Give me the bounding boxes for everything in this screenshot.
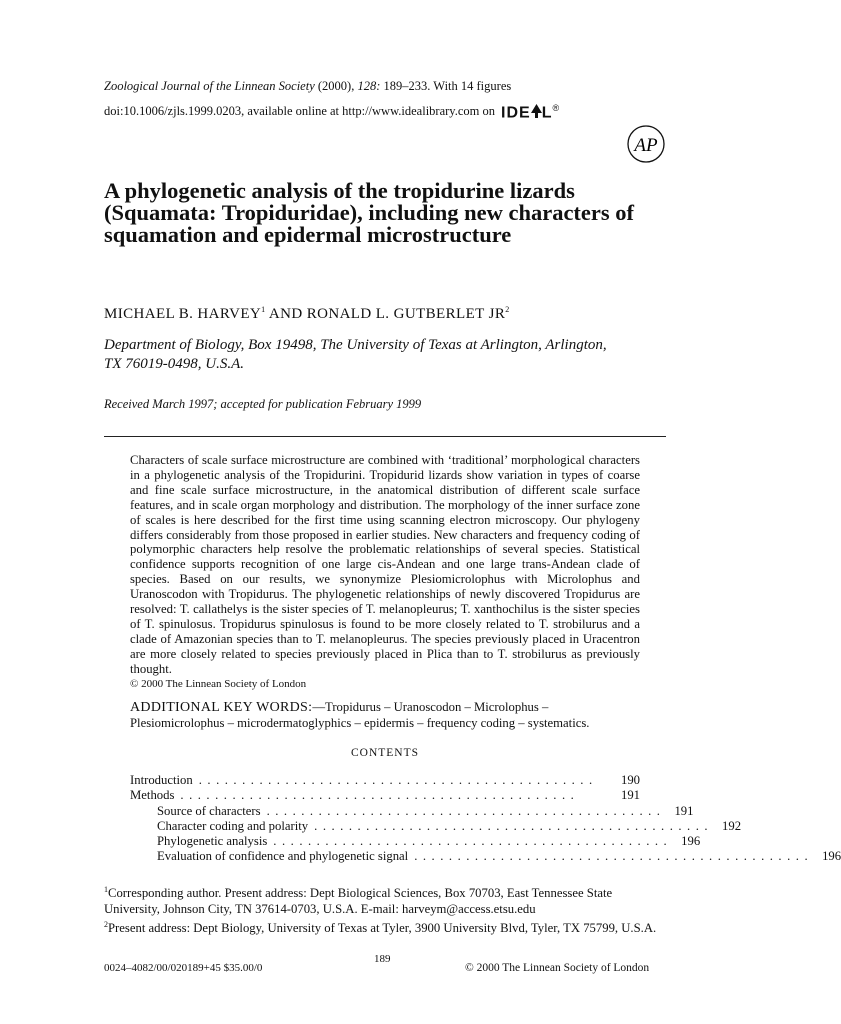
toc-item-introduction[interactable] [130,773,640,788]
toc-item-source-of-characters[interactable] [130,803,694,819]
toc-page: 192 [722,818,742,833]
key-words [130,700,642,731]
section-divider [104,436,666,437]
received-dates: Received March 1997; accepted for publication February 1999 [104,397,422,411]
footnote-1-text: Corresponding author. Present address: Dept Biological Sciences, Box 70703, East Tennessee State University, Johnson City, TN 37614-0703, U.S.A. E-mail: harveym@access.etsu.edu [104,886,613,916]
footnote-2 [104,917,664,937]
key-words-label: ADDITIONAL KEY WORDS: [130,700,313,715]
affiliation: Department of Biology, Box 19498, The University of Texas at Arlington, Arlington, TX 76019-0498, U.S.A. [104,337,607,372]
footnote-2-text: Present address: Dept Biology, University of Texas at Tyler, 3900 University Blvd, Tyler, TX 75799, U.S.A. [108,921,657,936]
footnotes [104,882,664,937]
toc-label: Phylogenetic analysis [157,834,268,849]
contents-heading: CONTENTS [350,747,420,759]
toc-item-methods[interactable] [130,788,640,803]
toc-leader: .............................................. [266,803,666,818]
author-2: AND RONALD L. GUTBERLET JR [265,306,506,322]
toc-page: 196 [681,834,701,849]
toc-page: 196 [822,849,841,864]
abstract-copyright: © 2000 The Linnean Society of London [130,678,307,690]
doi-text[interactable]: doi:10.1006/zjls.1999.0203, available online at http://www.idealibrary.com on [104,103,496,118]
footnote-mark-2: 2 [505,305,510,314]
toc-page: 191 [674,803,694,818]
article-title: A phylogenetic analysis of the tropidurine lizards (Squamata: Tropiduridae), including new characters of squamation and epidermal microstructure [104,178,635,247]
journal-year: (2000), [314,79,358,93]
author-1: MICHAEL B. HARVEY [104,306,262,322]
toc-label: Character coding and polarity [157,818,309,833]
footnote-1-mark: 1 [104,885,108,894]
toc-item-phylogenetic-analysis[interactable] [130,834,701,849]
journal-volume: 128: [357,79,381,93]
footnote-mark-1: 1 [261,305,266,314]
toc-label: Introduction [130,773,193,787]
toc-item-character-coding[interactable] [130,818,742,834]
toc-item-evaluation-of-confidence[interactable] [130,849,841,864]
footnote-1 [104,882,664,917]
ideal-logo [501,100,560,121]
journal-citation [104,78,511,94]
toc-leader: .............................................. [273,834,673,849]
toc-leader: .............................................. [314,818,714,833]
ideal-arrow-icon [531,104,542,118]
authors [104,305,510,323]
publisher-logo [626,124,666,164]
toc-page: 191 [620,788,640,803]
page-number: 189 [374,953,391,965]
table-of-contents [130,773,841,865]
journal-name: Zoological Journal of the Linnean Society [104,79,315,93]
issn-price: 0024–4082/00/020189+45 $35.00/0 [104,962,263,974]
toc-label: Methods [130,788,175,803]
toc-leader: .............................................. [414,849,814,864]
toc-page: 190 [620,773,640,787]
key-words-text: —Tropidurus – Uranoscodon – Microlophus – Plesiomicrolophus – microdermatoglyphics – epidermis – frequency coding – systematics. [130,700,590,730]
toc-leader: .............................................. [198,773,598,787]
footnote-2-mark: 2 [104,920,108,930]
footer-copyright: © 2000 The Linnean Society of London [465,962,650,974]
ideal-logo-end: L [541,104,553,122]
registered-mark: ® [552,103,561,113]
doi-line [104,100,560,121]
ideal-logo-text: IDE [501,104,531,122]
toc-leader: .............................................. [180,788,580,803]
abstract: Characters of scale surface microstructure are combined with ‘traditional’ morphological characters in a phylogenetic analysis of the Tropidurini. Tropidurid lizards show variation in types of coarse and fine scale surface microstructure, in the anatomical distribution of different scale surface features, and in scale organ morphology and distribution. The morphology of the inner surface zone of scales is here described for the first time using scanning electron microscopy. Our phylogeny differs considerably from those proposed in earlier studies. New characters and frequency coding of polymorphic characters help resolve the problematic relationships of several species. Statistical confidence supports recognition of one large cis-Andean and one large trans-Andean clade of species. Based on our results, we synonymize Plesiomicrolophus with Microlophus and Uranoscodon with Tropidurus. The phylogenetic relationships of newly discovered Tropidurus are resolved: T. callathelys is the sister species of T. melanopleurus; T. xanthochilus is the sister species of T. spinulosus. Tropidurus spinulosus is found to be more closely related to T. strobilurus and a clade of Amazonian species than to T. melanopleurus. The species previously placed in Uracentron are more closely related to species previously placed in Plica than to T. strobilurus as previously thought. [130,453,640,676]
journal-pages: 189–233. With 14 figures [380,79,512,93]
publisher-logo-text: AP [634,135,658,156]
toc-label: Evaluation of confidence and phylogenetic signal [157,849,409,864]
toc-label: Source of characters [157,803,261,818]
